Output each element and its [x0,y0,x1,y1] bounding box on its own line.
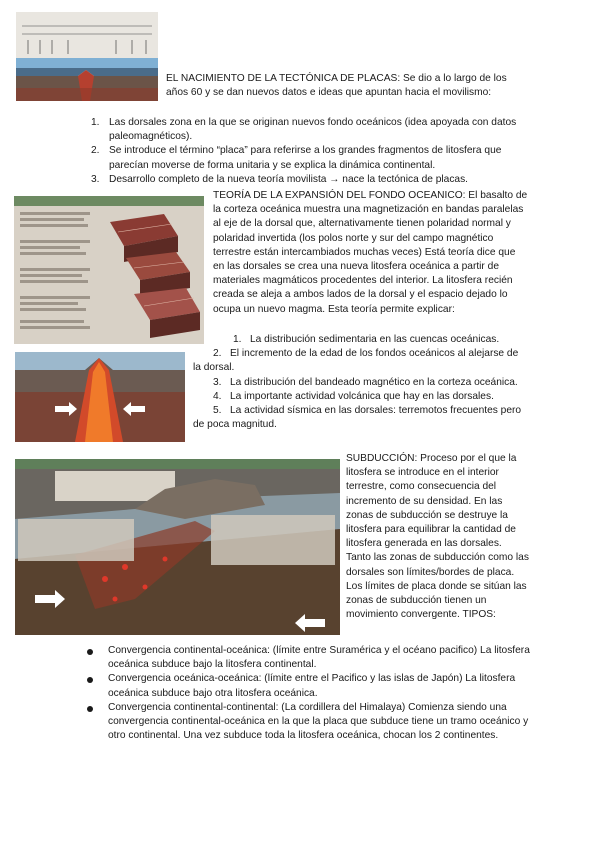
list-item [193,347,529,375]
list-text: Convergencia oceánica-oceánica: (límite entre el Pacifico y las islas de Japón) La litosfera oceánica subduce bajo otra litosfera oceánica. [108,673,516,699]
list-number: 2. [213,348,222,360]
expansion-intro: TEORÍA DE LA EXPANSIÓN DEL FONDO OCEANICO: El basalto de la corteza oceánica muestra una magnetización en bandas paralelas al eje de la dorsal que, alternativamente tienen polaridad normal y polaridad invertida (los polos norte y sur del campo magnético terrestre están intercambiados muchas veces) Está teoría dice que en las dorsales se crea una nueva litosfera oceánica a partir de materiales magmáticos procedentes del interior. La litosfera recién creada se aleja a ambos lados de la dorsal y el espacio dejado lo ocupa un nuevo magma. Esta teoría permite explicar: [213,190,528,315]
list-number: 3. [213,376,222,388]
list-text [193,391,494,402]
list-item-text: La distribución del bandeado magnético en la corteza oceánica. [230,376,518,388]
list-item [193,404,529,432]
bullet-icon [87,649,93,655]
list-item [193,376,529,390]
list-text: Las dorsales zona en la que se originan nuevos fondo oceánicos (idea apoyada con datos paleomagnéticos). [109,117,517,143]
list-item-text: La distribución sedimentaria en las cuencas oceánicas. [250,334,500,345]
list-number: 2. [91,145,100,157]
subduction-illustration [15,459,340,635]
list-item [91,144,527,172]
list-text: Convergencia continental-oceánica: (límite entre Suramérica y el océano pacifico) La litosfera oceánica subduce bajo la litosfera continental. [108,645,530,671]
list-number: 5. [213,405,222,417]
ridge-cross-section-illustration [15,352,185,442]
list-item [193,390,529,404]
list-item [85,644,531,672]
list-item-text: La actividad sísmica en las dorsales: terremotos frecuentes pero de poca magnitud. [193,405,522,431]
expansion-list [193,333,529,432]
list-item [85,701,531,744]
list-item [91,116,527,144]
list-text [193,377,518,388]
list-number: 4. [213,390,222,402]
seafloor-expansion-illustration [14,196,204,344]
nacimiento-list [91,116,527,187]
seafloor-expansion-figure [14,196,204,344]
list-text: Convergencia continental-continental: (La cordillera del Himalaya) Comienza siendo una convergencia continental-oceánica en la que la placa que subduce tiene un tramo oceánico y otro continental. Una vez subduce toda la litosfera oceánica, chocan los 2 continentes. [108,701,529,742]
bullet-icon [87,706,93,712]
list-item [91,173,527,187]
subduction-figure [15,459,340,635]
list-text [193,405,521,430]
list-item-text: El incremento de la edad de los fondos oceánicos al alejarse de la dorsal. [193,348,519,374]
timeline-crust-figure [16,12,158,101]
list-item [193,333,529,347]
subduction-intro: SUBDUCCIÓN: Proceso por el que la litosfera se introduce en el interior terrestre, como consecuencia del incremento de su densidad. En las zonas de subducción se destruye la litosfera para equilibrar la cantidad de litosfera generada en las dorsales. Tanto las zonas de subducción como las dorsales son límites/bordes de placa. Los límites de placa donde se sitúan las zonas de subducción tienen un movimiento convergente. TIPOS: [346,453,529,621]
list-number: 3. [91,173,100,185]
list-item [85,672,531,700]
nacimiento-intro: EL NACIMIENTO DE LA TECTÓNICA DE PLACAS: Se dio a lo largo de los años 60 y se dan nuevos datos e ideas que apuntan hacia el movilismo: [166,73,507,99]
list-text: Se introduce el término “placa” para referirse a los grandes fragmentos de litosfera que parecían moverse de forma unitaria y se explica la dinámica continental. [109,145,502,171]
list-text [193,334,499,345]
list-text [193,348,518,373]
bullet-icon [87,677,93,683]
ridge-cross-section-figure [15,352,185,442]
timeline-crust-illustration [16,12,158,101]
list-text: Desarrollo completo de la nueva teoría movilista → nace la tectónica de placas. [109,173,469,185]
list-number: 1. [233,334,242,345]
list-item-text: La importante actividad volcánica que hay en las dorsales. [230,390,494,402]
subduction-types-list [85,644,531,743]
list-number: 1. [91,117,100,128]
